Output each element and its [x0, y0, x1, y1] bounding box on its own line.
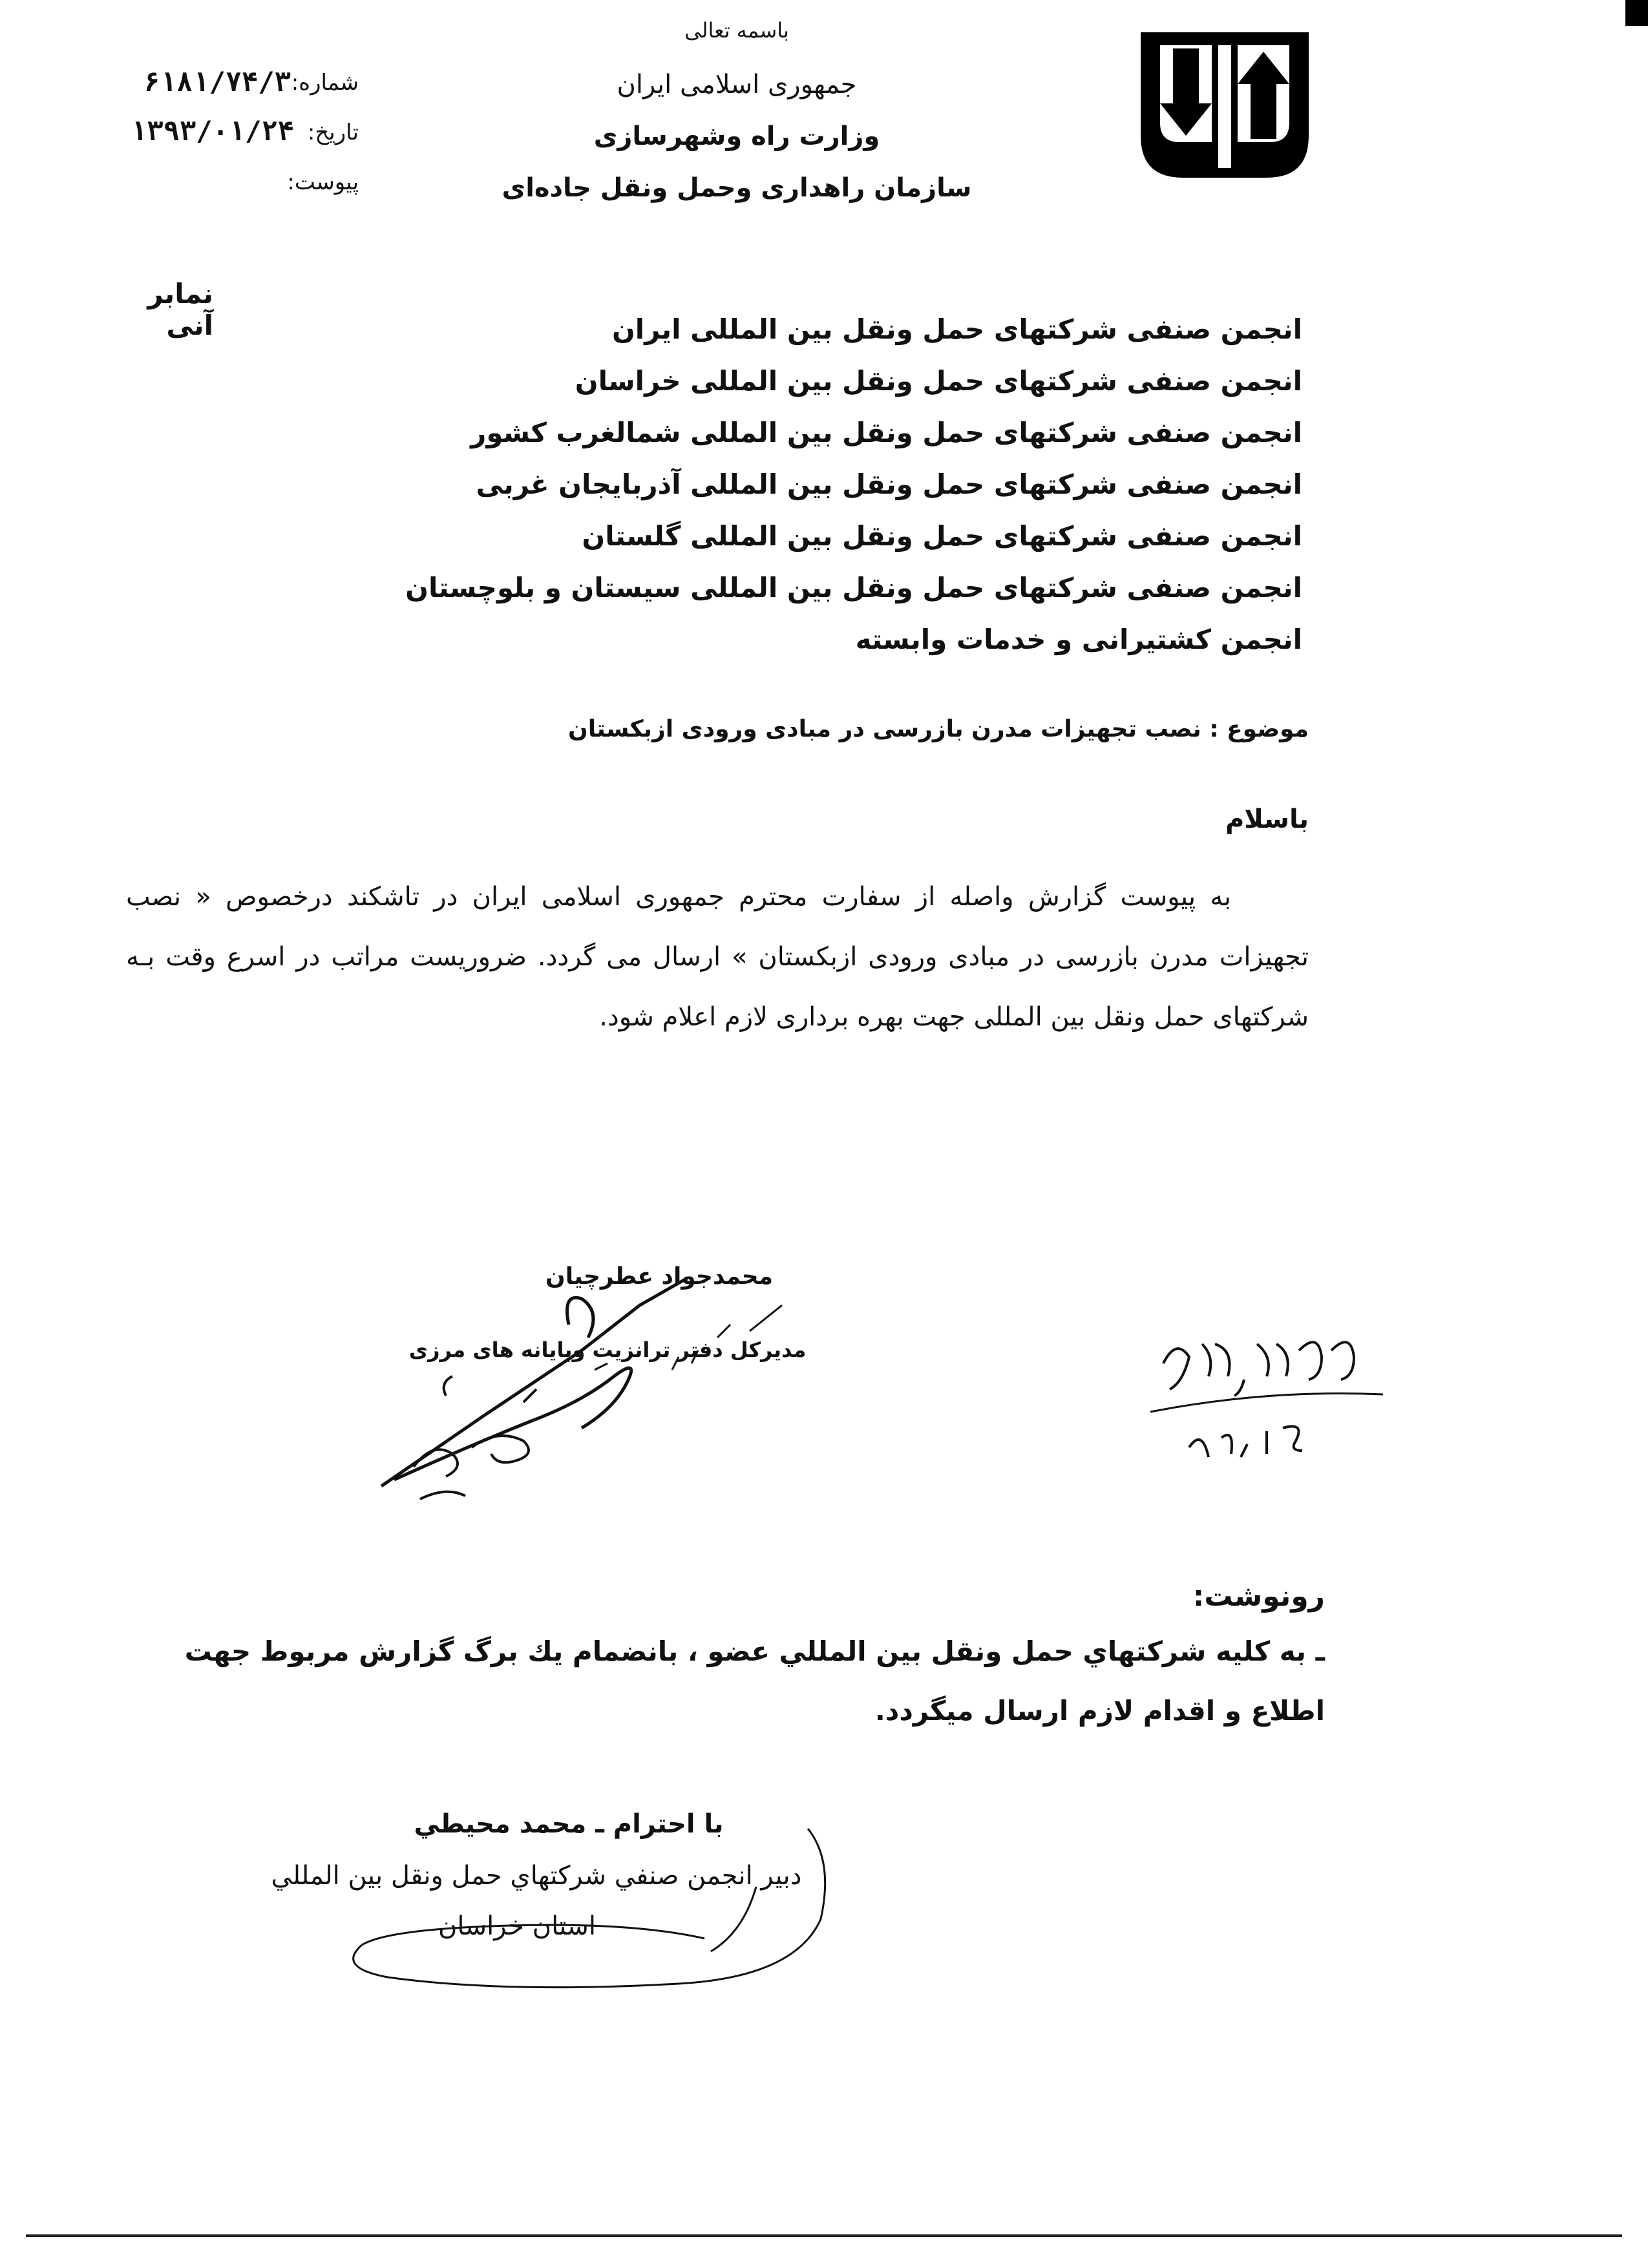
second-signature-line-1: با احترام ـ محمد محيطي	[414, 1809, 724, 1839]
recipient-4: انجمن صنفی شرکتهای حمل ونقل بین المللی آذربایجان غربی	[476, 468, 1302, 500]
urgency-label: نمابر آنی	[147, 278, 213, 341]
recipient-5: انجمن صنفی شرکتهای حمل ونقل بین المللی گلستان	[582, 520, 1302, 552]
ministry-logo-icon	[1134, 26, 1315, 184]
second-signature-line-3: استان خراسان	[438, 1911, 596, 1941]
signatory-title: مدیرکل دفتر ترانزیت وپایانه های مرزی	[408, 1338, 807, 1362]
handwritten-registration-note-icon	[1137, 1318, 1396, 1473]
letter-number: ۶۱۸۱/۷۴/۳	[143, 66, 291, 98]
org-line-1: جمهوری اسلامی ایران	[617, 70, 857, 100]
recipient-3: انجمن صنفی شرکتهای حمل ونقل بین المللی شمالغرب کشور	[470, 417, 1302, 448]
second-handwritten-signature-icon	[343, 1809, 834, 2003]
recipient-7: انجمن کشتیرانی و خدمات وابسته	[855, 624, 1302, 655]
org-line-3: سازمان راهداری وحمل ونقل جاده‌ای	[502, 173, 972, 203]
number-label: شماره:	[291, 70, 359, 96]
letter-date: ۱۳۹۳/۰۱/۲۴	[131, 115, 294, 147]
body-paragraph: به پیوست گزارش واصله از سفارت محترم جمهوری اسلامی ایران در تاشکند درخصوص « نصب تجهیزات مدرن بازرسی در مبادی ورودی ازبکستان » ارسال می گردد. ضروریست مراتب در اسرع وقت بـه شرکتهای حمل ونقل بین المللی جهت بهره برداری لازم اعلام شود.	[126, 882, 1309, 1032]
cc-heading: رونوشت:	[1192, 1580, 1325, 1613]
fax-edge-mark	[1625, 0, 1648, 26]
greeting: باسلام	[1225, 804, 1309, 834]
recipient-6: انجمن صنفی شرکتهای حمل ونقل بین المللی سیستان و بلوچستان	[405, 572, 1302, 604]
cc-text: ـ به کليه شرکتهاي حمل ونقل بين المللي عضو ، بانضمام يك برگ گزارش مربوط جهت اطلاع و اقدام لازم ارسال ميگردد.	[184, 1635, 1325, 1727]
handwritten-signature-icon	[368, 1254, 821, 1525]
invocation: باسمه تعالی	[684, 18, 789, 43]
org-line-2: وزارت راه وشهرسازی	[593, 121, 880, 151]
second-signature-line-2: دبير انجمن صنفي شرکتهاي حمل ونقل بين المللي	[271, 1861, 802, 1891]
signatory-name: محمدجواد عطرچیان	[545, 1263, 773, 1290]
recipient-2: انجمن صنفی شرکتهای حمل ونقل بین المللی خراسان	[575, 365, 1302, 397]
date-label: تاریخ:	[307, 120, 359, 145]
attachment-label: پیوست:	[287, 169, 359, 195]
bottom-rule	[26, 2234, 1622, 2237]
recipient-1: انجمن صنفی شرکتهای حمل ونقل بین المللی ایران	[611, 313, 1302, 345]
subject-line: موضوع : نصب تجهیزات مدرن بازرسی در مبادی ورودی ازبکستان	[568, 716, 1309, 742]
